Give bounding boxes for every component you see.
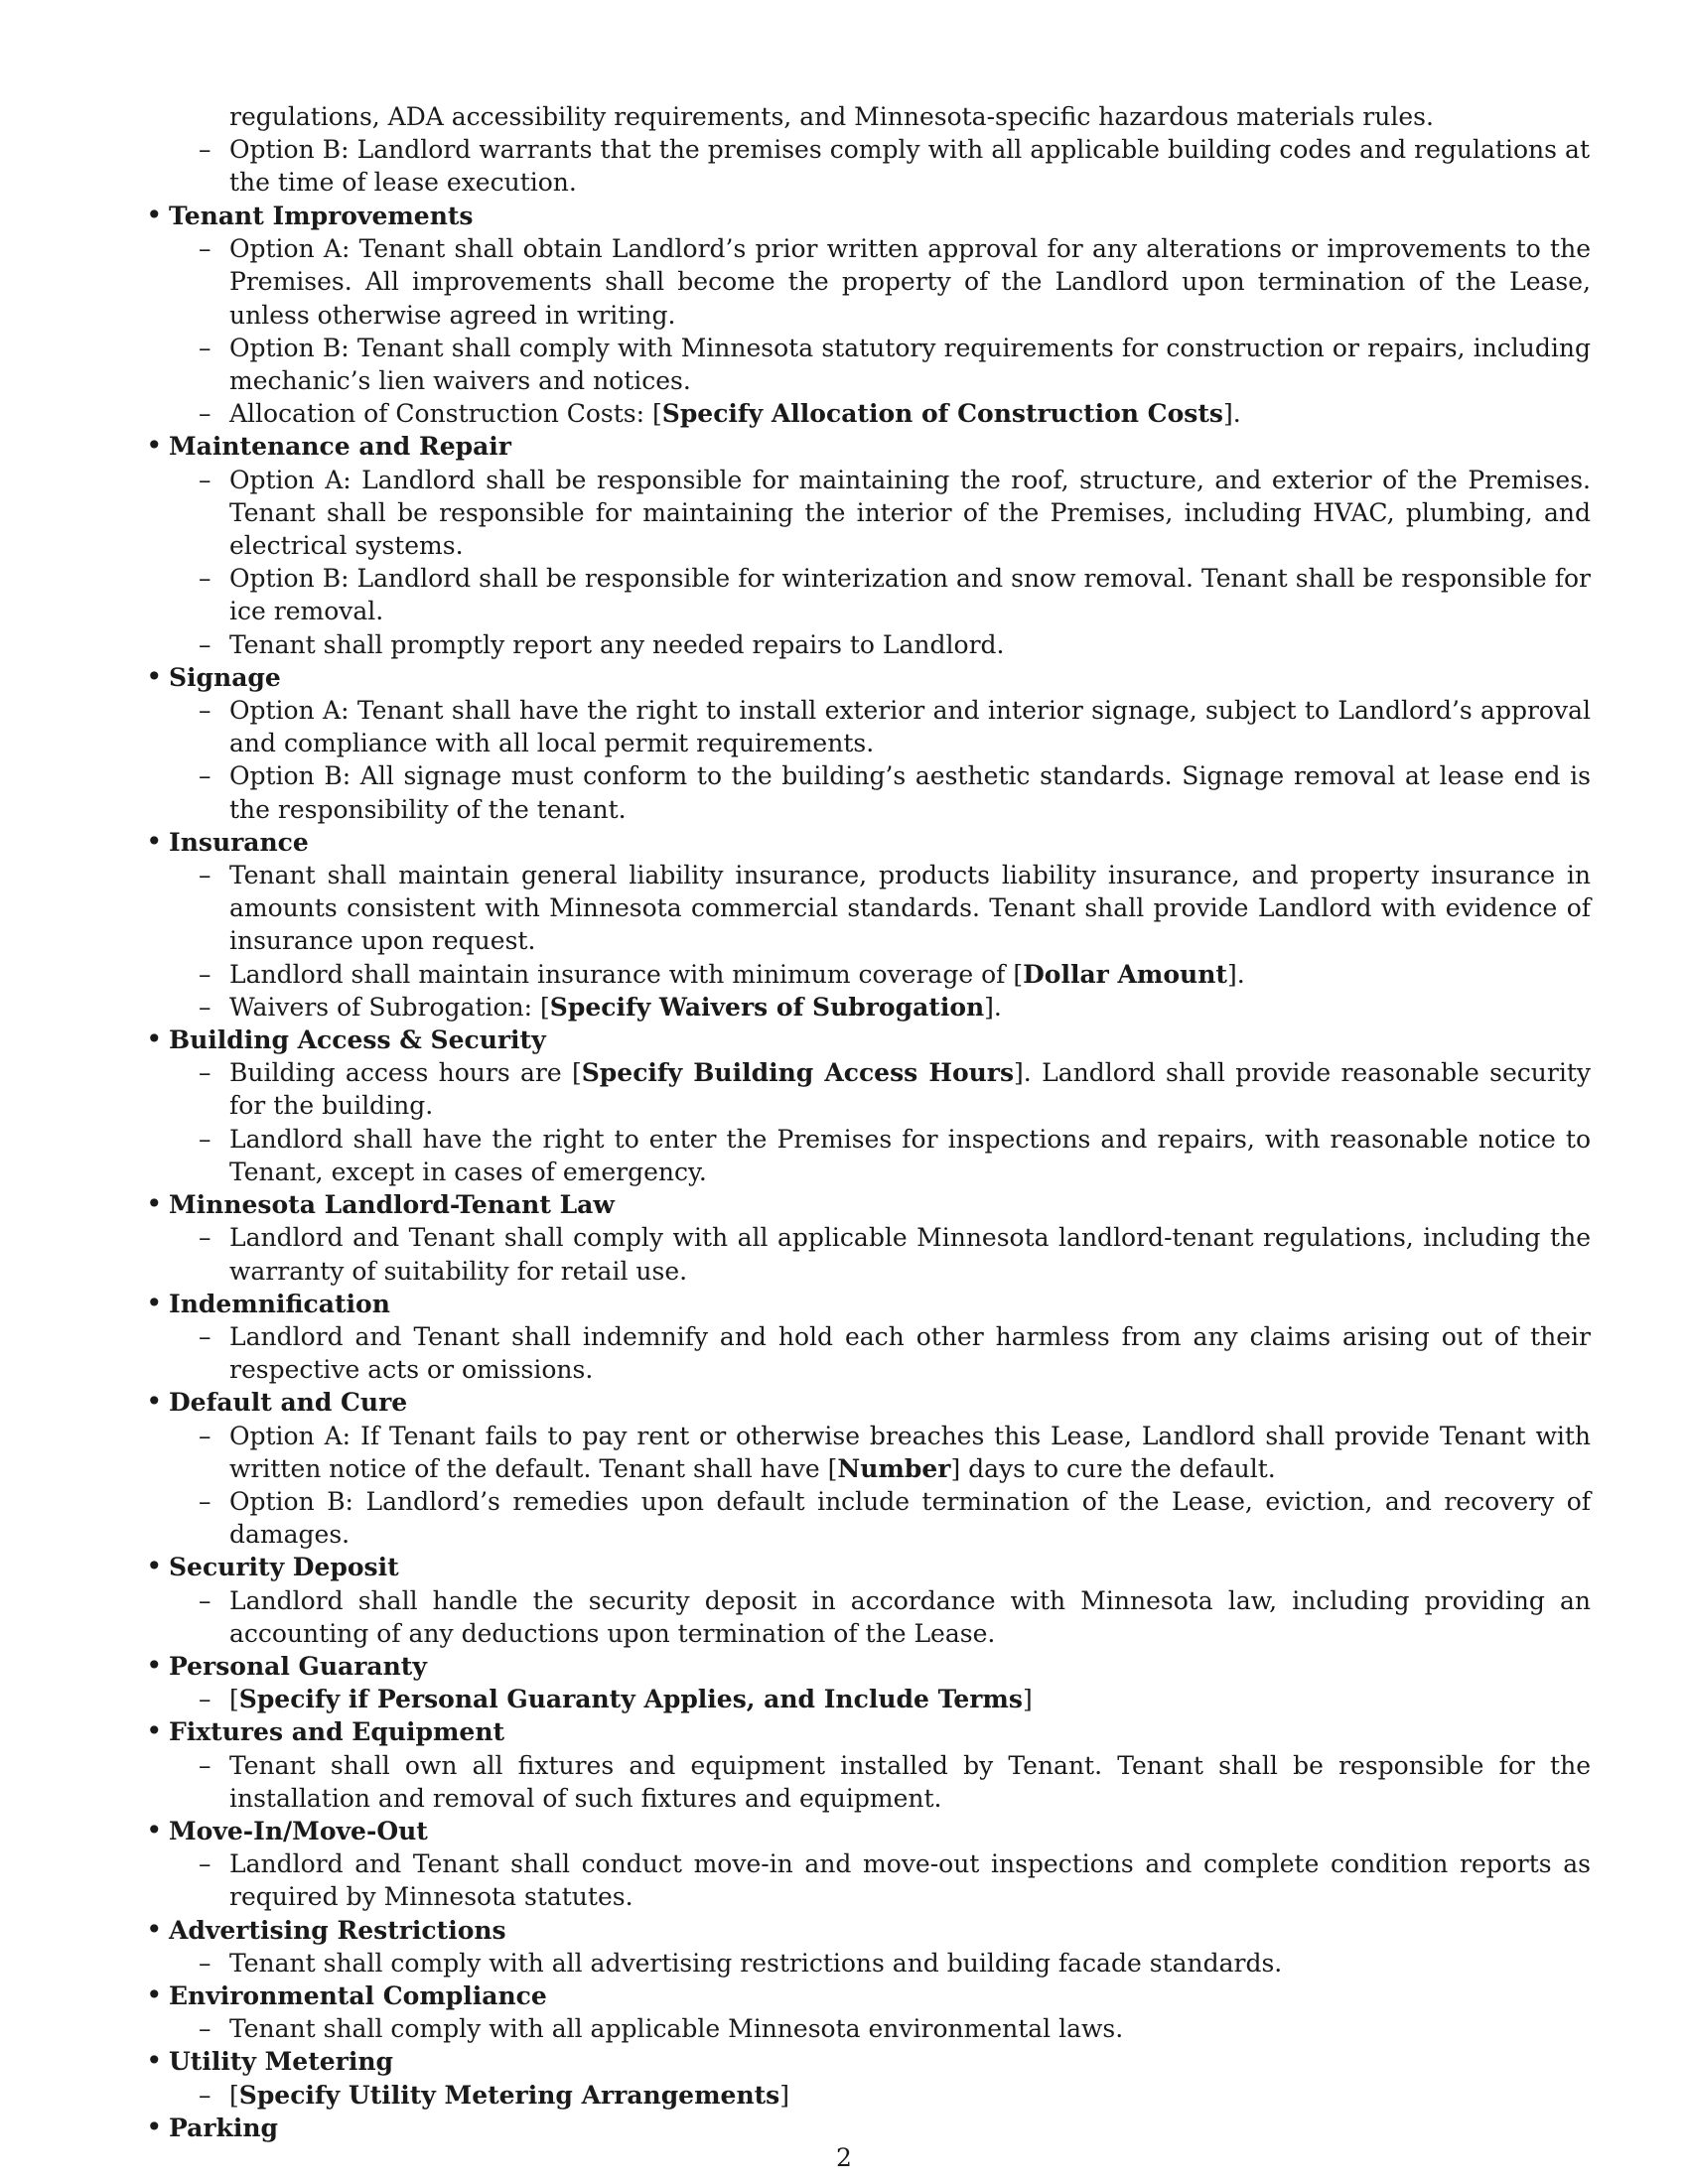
item-text: regulations, ADA accessibility requirements, and Minnesota-specific hazardous materials rules. xyxy=(229,102,1434,131)
dash-marker: – xyxy=(199,2080,211,2110)
item-text: Landlord and Tenant shall conduct move-in and move-out inspections and complete condition reports as required by Minnesota statutes. xyxy=(229,1849,1591,1912)
section-security-deposit xyxy=(169,1551,1591,1650)
dash-marker: – xyxy=(199,1948,211,1978)
item-text-post: ] xyxy=(1022,1685,1033,1714)
list-item xyxy=(169,1485,1591,1551)
dash-marker: – xyxy=(199,465,211,494)
section-title: Parking xyxy=(169,2113,278,2142)
item-text: Tenant shall maintain general liability insurance, products liability insurance, and property insurance in amounts consistent with Minnesota commercial standards. Tenant shall provide Landlord with evidence of insurance upon request. xyxy=(229,861,1591,956)
item-text-post: ]. Landlord shall provide reasonable security for the building. xyxy=(229,1058,1591,1121)
section-title: Signage xyxy=(169,662,281,692)
item-text: Option B: Landlord shall be responsible for winterization and snow removal. Tenant shall be responsible for ice removal. xyxy=(229,564,1591,626)
placeholder-field: Dollar Amount xyxy=(1023,959,1227,989)
list-item xyxy=(169,1947,1591,1979)
section-title: Move-In/Move-Out xyxy=(169,1816,428,1845)
dash-marker: – xyxy=(199,564,211,594)
dash-marker: – xyxy=(199,1223,211,1253)
section-title: Default and Cure xyxy=(169,1388,408,1418)
dash-marker: – xyxy=(199,992,211,1022)
section-items xyxy=(169,1584,1591,1650)
section-advertising-restrictions xyxy=(169,1914,1591,1979)
item-text: Landlord and Tenant shall comply with all applicable Minnesota landlord-tenant regulations, including the warranty of suitability for retail use. xyxy=(229,1223,1591,1286)
dash-marker: – xyxy=(199,1058,211,1088)
item-text-pre: Waivers of Subrogation: [ xyxy=(229,992,550,1022)
section-insurance xyxy=(169,826,1591,1024)
list-item xyxy=(169,1749,1591,1815)
item-text-post: ] xyxy=(779,2080,790,2110)
section-items xyxy=(169,1947,1591,1979)
section-items xyxy=(169,694,1591,826)
list-item xyxy=(169,1320,1591,1386)
item-text: Tenant shall own all fixtures and equipment installed by Tenant. Tenant shall be responsible for the installation and removal of such fixtures and equipment. xyxy=(229,1750,1591,1813)
list-item xyxy=(169,397,1591,430)
dash-marker: – xyxy=(199,629,211,659)
item-text: Tenant shall comply with all applicable Minnesota environmental laws. xyxy=(229,2014,1124,2044)
list-item xyxy=(169,694,1591,759)
section-building-access-security xyxy=(169,1024,1591,1188)
list-item xyxy=(169,991,1591,1024)
item-text: Option A: Landlord shall be responsible for maintaining the roof, structure, and exterior of the Premises. Tenant shall be responsible for maintaining the interior of the Premises, including HVAC, plumbing, and electrical systems. xyxy=(229,465,1591,561)
placeholder-field: Specify Utility Metering Arrangements xyxy=(238,2080,780,2110)
list-item xyxy=(169,2079,1591,2112)
section-fixtures-and-equipment xyxy=(169,1715,1591,1815)
placeholder-field: Specify Allocation of Construction Costs xyxy=(661,399,1223,429)
item-text-post: ]. xyxy=(1226,959,1245,989)
item-text-post: ]. xyxy=(984,992,1002,1022)
list-item xyxy=(169,1420,1591,1485)
section-title: Environmental Compliance xyxy=(169,1980,547,2010)
dash-marker: – xyxy=(199,1486,211,1516)
section-items xyxy=(169,232,1591,430)
section-environmental-compliance xyxy=(169,1979,1591,2045)
item-text-post: ]. xyxy=(1222,399,1241,429)
item-text: Tenant shall promptly report any needed repairs to Landlord. xyxy=(229,629,1005,659)
section-title: Insurance xyxy=(169,827,309,857)
item-text: Tenant shall comply with all advertising restrictions and building facade standards. xyxy=(229,1948,1283,1978)
dash-marker: – xyxy=(199,1849,211,1879)
item-text: Option A: Tenant shall obtain Landlord’s prior written approval for any alterations or improvements to the Premises. All improvements shall become the property of the Landlord upon termination of the Lease, unless otherwise agreed in writing. xyxy=(229,234,1591,330)
section-title: Advertising Restrictions xyxy=(169,1915,506,1945)
item-text-pre: Allocation of Construction Costs: [ xyxy=(229,399,662,429)
placeholder-field: Number xyxy=(837,1453,951,1483)
dash-marker: – xyxy=(199,399,211,429)
continued-section xyxy=(199,100,1590,200)
item-text-pre: Building access hours are [ xyxy=(229,1058,582,1088)
dash-marker: – xyxy=(199,1685,211,1714)
dash-marker: – xyxy=(199,761,211,791)
section-items xyxy=(169,1320,1591,1386)
section-maintenance-and-repair xyxy=(169,430,1591,660)
item-text-post: ] days to cure the default. xyxy=(950,1453,1276,1483)
dash-marker: – xyxy=(199,1321,211,1351)
section-items xyxy=(169,2079,1591,2112)
section-items xyxy=(169,1221,1591,1287)
section-items xyxy=(169,1749,1591,1815)
list-item xyxy=(169,1123,1591,1188)
section-items xyxy=(169,1056,1591,1188)
list-item xyxy=(169,859,1591,958)
item-text: Option B: Landlord warrants that the premises comply with all applicable building codes and regulations at the time of lease execution. xyxy=(229,135,1590,198)
placeholder-field: Specify Building Access Hours xyxy=(581,1058,1015,1088)
item-text: Landlord and Tenant shall indemnify and hold each other harmless from any claims arising out of their respective acts or omissions. xyxy=(229,1321,1591,1385)
item-text: Landlord shall handle the security deposit in accordance with Minnesota law, including providing an accounting of any deductions upon termination of the Lease. xyxy=(229,1585,1591,1648)
section-items xyxy=(169,464,1591,661)
page-number: 2 xyxy=(836,2143,852,2172)
item-text: Option A: Tenant shall have the right to install exterior and interior signage, subject to Landlord’s approval and compliance with all local permit requirements. xyxy=(229,696,1591,758)
dash-marker: – xyxy=(199,1585,211,1615)
dash-marker: – xyxy=(199,333,211,362)
list-item xyxy=(169,1056,1591,1122)
section-items xyxy=(169,2012,1591,2045)
section-items xyxy=(169,1683,1591,1715)
section-personal-guaranty xyxy=(169,1650,1591,1715)
list-item xyxy=(169,958,1591,991)
section-items xyxy=(169,1420,1591,1552)
section-tenant-improvements xyxy=(169,200,1591,430)
list-item xyxy=(169,759,1591,825)
section-title: Maintenance and Repair xyxy=(169,432,511,462)
section-parking xyxy=(169,2112,1591,2144)
section-indemnification xyxy=(169,1288,1591,1387)
section-default-and-cure xyxy=(169,1386,1591,1551)
dash-marker: – xyxy=(199,2014,211,2044)
lease-sections-list xyxy=(169,200,1591,2144)
item-text-pre: [ xyxy=(229,1685,239,1714)
item-text: Option B: Tenant shall comply with Minnesota statutory requirements for construction or repairs, including mechanic’s lien waivers and notices. xyxy=(229,333,1591,396)
item-text-pre: Option A: If Tenant fails to pay rent or otherwise breaches this Lease, Landlord shall provide Tenant with written notice of the default. Tenant shall have [ xyxy=(229,1421,1591,1483)
item-text-pre: [ xyxy=(229,2080,239,2110)
list-item xyxy=(169,332,1591,397)
section-minnesota-landlord-tenant-law xyxy=(169,1188,1591,1288)
placeholder-field: Specify if Personal Guaranty Applies, and Include Terms xyxy=(238,1685,1023,1714)
list-item xyxy=(169,464,1591,563)
section-signage xyxy=(169,661,1591,826)
continued-item xyxy=(229,100,1590,133)
list-item xyxy=(169,2012,1591,2045)
dash-marker: – xyxy=(199,234,211,264)
section-title: Fixtures and Equipment xyxy=(169,1717,505,1747)
section-title: Building Access & Security xyxy=(169,1025,546,1055)
item-text: Option B: Landlord’s remedies upon default include termination of the Lease, eviction, and recovery of damages. xyxy=(229,1486,1591,1550)
section-title: Utility Metering xyxy=(169,2047,393,2077)
dash-marker: – xyxy=(199,959,211,989)
list-item xyxy=(169,1584,1591,1650)
section-title: Indemnification xyxy=(169,1289,390,1318)
dash-marker: – xyxy=(199,696,211,726)
dash-marker: – xyxy=(199,1421,211,1450)
section-title: Personal Guaranty xyxy=(169,1651,427,1681)
section-items xyxy=(169,1847,1591,1913)
continued-item xyxy=(199,133,1590,199)
item-text: Option B: All signage must conform to the building’s aesthetic standards. Signage removal at lease end is the responsibility of the tenant. xyxy=(229,761,1591,824)
section-title: Tenant Improvements xyxy=(169,202,474,230)
dash-marker: – xyxy=(199,861,211,890)
section-move-in-move-out xyxy=(169,1815,1591,1914)
dash-marker: – xyxy=(199,135,211,165)
section-title: Security Deposit xyxy=(169,1553,399,1582)
placeholder-field: Specify Waivers of Subrogation xyxy=(549,992,985,1022)
dash-marker: – xyxy=(199,1750,211,1780)
section-utility-metering xyxy=(169,2045,1591,2111)
item-text: Landlord shall have the right to enter the Premises for inspections and repairs, with reasonable notice to Tenant, except in cases of emergency. xyxy=(229,1124,1591,1186)
section-items xyxy=(169,859,1591,1024)
list-item xyxy=(169,562,1591,627)
list-item xyxy=(169,232,1591,332)
section-title: Minnesota Landlord-Tenant Law xyxy=(169,1190,615,1220)
item-text-pre: Landlord shall maintain insurance with minimum coverage of [ xyxy=(229,959,1024,989)
list-item xyxy=(169,1683,1591,1715)
dash-marker: – xyxy=(199,1124,211,1154)
list-item xyxy=(169,1847,1591,1913)
list-item xyxy=(169,1221,1591,1287)
list-item xyxy=(169,628,1591,661)
